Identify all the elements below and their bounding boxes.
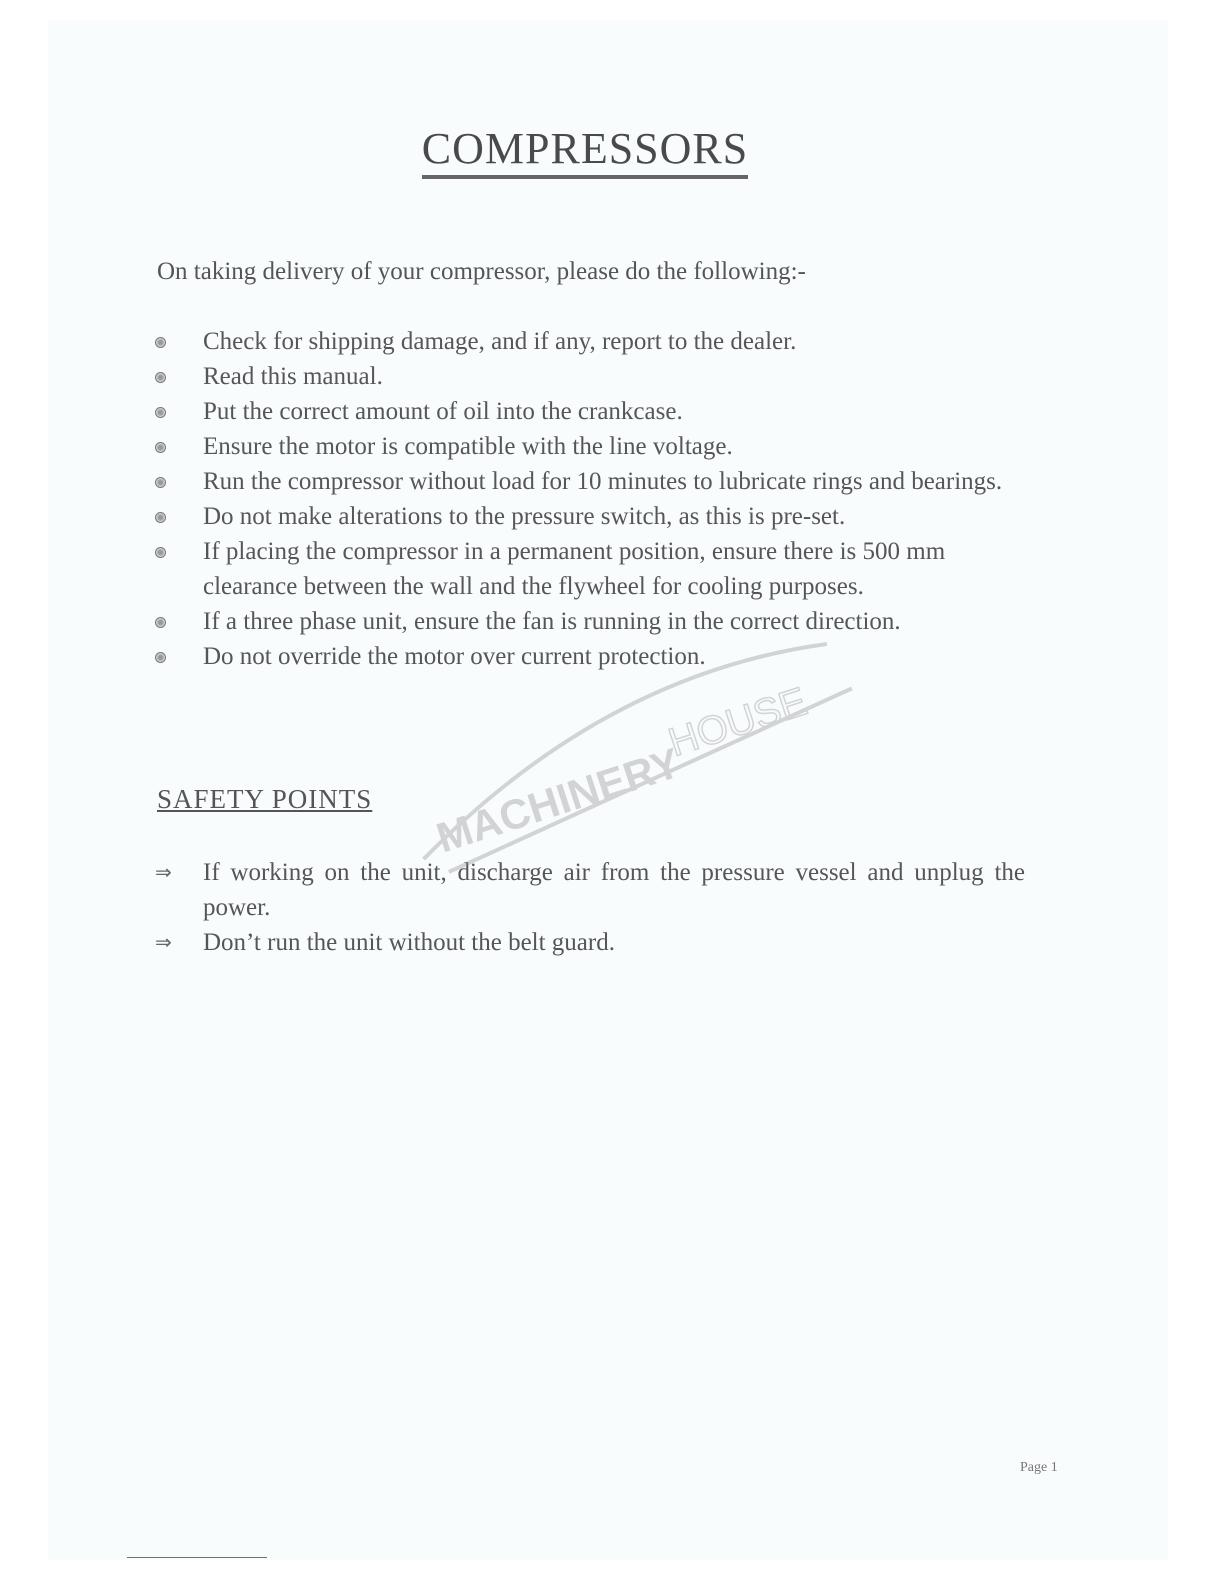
list-item — [155, 429, 1025, 464]
title-container — [0, 125, 1170, 179]
list-item-text: Don’t run the unit without the belt guard. — [203, 929, 615, 956]
double-arrow-icon: ⇒ — [155, 860, 172, 884]
bullet-dot-icon — [155, 547, 166, 558]
bullet-dot-icon — [155, 442, 166, 453]
double-arrow-icon: ⇒ — [155, 930, 172, 954]
list-item — [155, 464, 1025, 499]
list-item — [155, 394, 1025, 429]
bullet-dot-icon — [155, 407, 166, 418]
safety-heading: SAFETY POINTS — [157, 784, 373, 814]
list-item — [155, 534, 1025, 604]
watermark-brand-bold: MACHINERY — [430, 738, 686, 862]
bullet-dot-icon — [155, 617, 166, 628]
page-number: Page 1 — [1020, 1460, 1058, 1475]
list-item-text: Run the compressor without load for 10 minutes to lubricate rings and bearings. — [203, 468, 1003, 495]
list-item-text: Put the correct amount of oil into the crankcase. — [203, 398, 683, 425]
list-item-text: If placing the compressor in a permanent position, ensure there is 500 mm clearance between the wall and the flywheel for cooling purposes. — [203, 538, 946, 600]
list-item — [155, 604, 1025, 639]
bullet-dot-icon — [155, 477, 166, 488]
bullet-dot-icon — [155, 337, 166, 348]
safety-list — [155, 855, 1025, 960]
list-item — [155, 499, 1025, 534]
bottom-link-line — [127, 1557, 267, 1558]
delivery-checklist — [155, 324, 1025, 674]
list-item-text: Check for shipping damage, and if any, report to the dealer. — [203, 328, 797, 355]
list-item — [155, 324, 1025, 359]
bullet-dot-icon — [155, 652, 166, 663]
bullet-dot-icon — [155, 372, 166, 383]
list-item — [155, 925, 1025, 960]
list-item — [155, 359, 1025, 394]
list-item-text: If working on the unit, discharge air from the pressure vessel and unplug the power. — [203, 859, 1025, 921]
watermark-brand-outline: HOUSE — [663, 679, 813, 766]
list-item-text: Do not override the motor over current protection. — [203, 643, 706, 670]
list-item-text: Read this manual. — [203, 363, 383, 390]
list-item-text: Do not make alterations to the pressure switch, as this is pre-set. — [203, 503, 846, 530]
list-item-text: Ensure the motor is compatible with the line voltage. — [203, 433, 733, 460]
page-title: COMPRESSORS — [422, 125, 748, 179]
bullet-dot-icon — [155, 512, 166, 523]
list-item — [155, 639, 1025, 674]
list-item-text: If a three phase unit, ensure the fan is running in the correct direction. — [203, 608, 901, 635]
intro-text: On taking delivery of your compressor, please do the following:- — [157, 258, 806, 285]
list-item — [155, 855, 1025, 925]
